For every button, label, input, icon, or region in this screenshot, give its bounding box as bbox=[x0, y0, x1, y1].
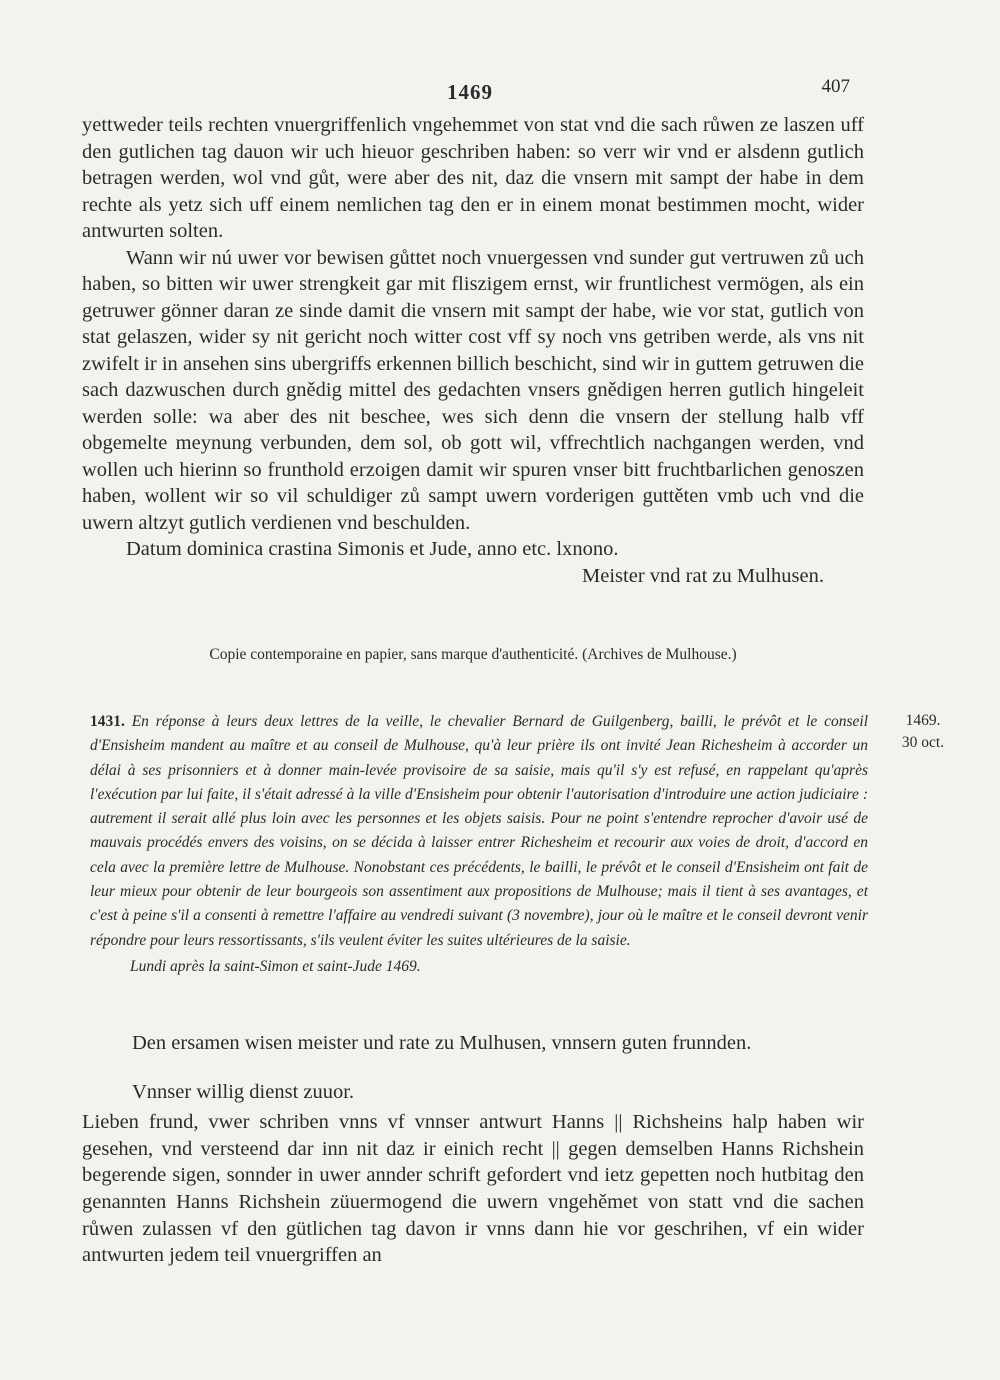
entry-date-line: Lundi après la saint-Simon et saint-Jude 1469. bbox=[130, 957, 421, 975]
letter-greeting: Vnnser willig dienst zuuor. bbox=[132, 1080, 355, 1103]
signature: Meister vnd rat zu Mulhusen. bbox=[582, 564, 824, 587]
entry-summary-text: En réponse à leurs deux lettres de la veille, le chevalier Bernard de Guilgenberg, bailli, le prévôt et le conseil d'Ensisheim mandent au maître et au conseil de Mulhouse, qu'à leur prière ils ont invité Jean Richesheim à accorder un délai à ses prisonniers et à donner main-levée provisoire de sa saisie, mais qu'il s'y est refusé, en rappelant qu'après l'exécution par lui faite, il s'était adressé à la ville d'Ensisheim pour obtenir l'autorisation d'introduire une action judiciaire : autrement il serait allé plus loin avec les personnes et les objets saisis. Pour ne point s'entendre reprocher d'avoir usé de mauvais procédés envers des voisins, on se décida à laisser entrer Richesheim et recourir aux voies de droit, d'accord en cela avec la première lettre de Mulhouse. Nonobstant ces précédents, le bailli, le prévôt et le conseil d'Ensisheim ont fait de leur mieux pour obtenir de leur bourgeois son assentiment aux propositions de Mulhouse; mais il tient à ses avantages, et c'est à peine s'il a consenti à remettre l'affaire au vendredi suivant (3 novembre), jour où le maître et le conseil devront venir répondre pour leurs ressortissants, s'ils veulent éviter les suites ultérieures de la saisie. bbox=[90, 713, 869, 949]
margin-day: 30 oct. bbox=[901, 734, 945, 751]
margin-year: 1469. bbox=[905, 712, 941, 729]
source-note: Copie contemporaine en papier, sans marque d'authenticité. (Archives de Mulhouse.) bbox=[209, 646, 737, 663]
page-number: 407 bbox=[821, 76, 850, 97]
dating-clause: Datum dominica crastina Simonis et Jude, anno etc. lxnono. bbox=[126, 538, 619, 560]
entry-number: 1431. bbox=[90, 713, 125, 730]
letter-continuation bbox=[82, 112, 864, 589]
paragraph: Wann wir nú uwer vor bewisen gůttet noch vnuergessen vnd sunder gut vertruwen zů uch haben, so bitten wir uwer strengkeit gar mit fliszigem ernst, wir fruntlichest vermögen, als ein getruwer gönner daran ze sinde damit die vnsern mit sampt der habe, wie vor stat, gutlich von stat gelaszen, wider sy nit gericht noch witter cost vff sy noch vns getriben werde, als vns nit zwifelt ir in ansehen sins ubergriffs erkennen billich beschicht, sind wir in guttem getruwen die sach dazwuschen durch gnědig mittel des gedachten vnsers gnědigen herren gutlich hingeleit werden solle: wa aber des nit beschee, wes sich denn die vnsern der stellung halb vff obgemelte meynung verbunden, dem sol, ob gott wil, vffrechtlich nachgangen werden, vnd wollen uch hierinn so frunthold erzoigen damit wir spuren vnser bitt fruchtbarlichen genoszen haben, wollent wir so vil schuldiger zů sampt uwern vorderigen guttěten vmb uch vnd die uwern altzyt gutlich verdienen vnd beschulden. bbox=[82, 246, 864, 534]
letter-body: Lieben frund, vwer schriben vnns vf vnnser antwurt Hanns || Richsheins halp haben wir gesehen, vnd versteend dar inn nit daz ir einich recht || gegen demselben Hanns Richshein begerende sigen, sonnder in uwer annder schrift gefordert vnd ietz gepetten noch hutbitag den genannten Hanns Richshein züuermogend die uwern vngehěmet von statt vnd die sachen růwen zulassen vf den gütlichen tag davon ir vnns dann hie vor geschrihen, vf ein wider antwurten jedem teil vnuergriffen an bbox=[82, 1111, 864, 1267]
letter-address: Den ersamen wisen meister und rate zu Mulhusen, vnnsern guten frunnden. bbox=[132, 1032, 752, 1054]
paragraph: yettweder teils rechten vnuergriffenlich vngehemmet von stat vnd die sach růwen ze laszen uff den gutlichen tag dauon wir uch hieuor geschriben haben: so verr wir vnd er alsdenn gutlich betragen werden, wol vnd gůt, were aber des nit, daz die vnsern mit sampt der habe in dem rechte als yetz sich uff einem nemlichen tag den er in einem monat bestimmen mocht, wider antwurten solten. bbox=[82, 114, 864, 242]
running-header-year: 1469 bbox=[447, 80, 493, 104]
entry-summary bbox=[90, 710, 868, 953]
letter-text bbox=[82, 1030, 864, 1269]
margin-date-note bbox=[888, 710, 958, 754]
document-entry bbox=[90, 710, 868, 979]
